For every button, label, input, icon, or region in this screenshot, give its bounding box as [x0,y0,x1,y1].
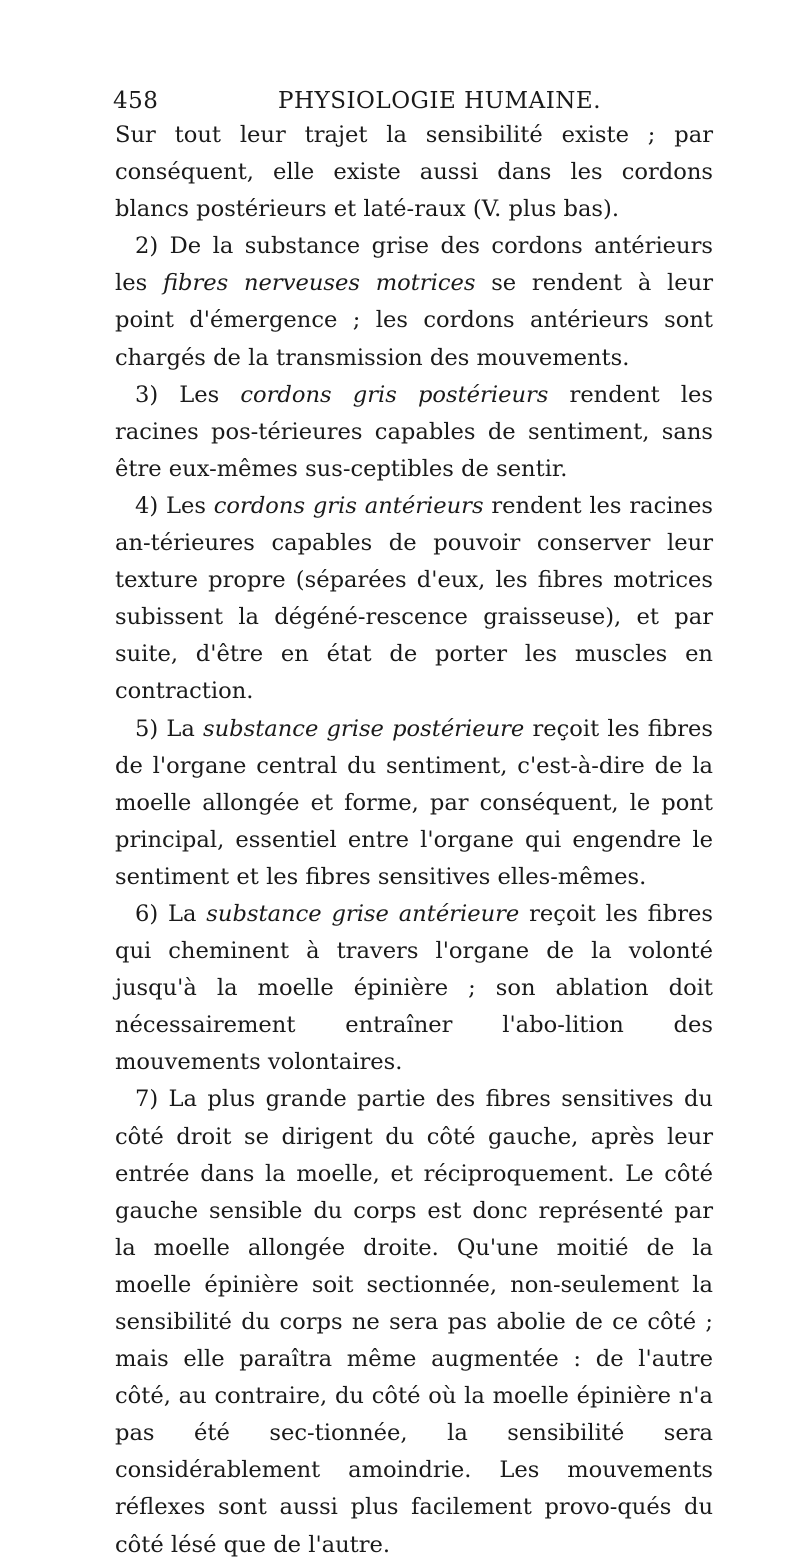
paragraph-5 [115,711,713,896]
text-segment: 5) La [135,715,203,742]
text-segment: Sur tout leur trajet la sensibilité existe ; par conséquent, elle existe aussi dans les cordons blancs postérieurs et laté-raux (V. plus bas). [115,122,713,223]
text-segment: 4) Les [135,492,214,519]
page-header [113,88,713,118]
italic-term: cordons gris postérieurs [240,381,549,408]
text-segment: 7) La plus grande partie des fibres sensitives du côté droit se dirigent du côté gauche, après leur entrée dans la moelle, et réciproquement. Le côté gauche sensible du corps est donc représenté par la moelle allongée droite. Qu'une moitié de la moelle épinière soit sectionnée, non-seulement la sensibilité du corps ne sera pas abolie de ce côté ; mais elle paraîtra même augmentée : de l'autre côté, au contraire, du côté où la moelle épinière n'a pas été sec-tionnée, la sensibilité sera considérablement amoindrie. Les mouvements réflexes sont aussi plus facilement provo-qués du côté lésé que de l'autre. [115,1086,713,1558]
paragraph-4 [115,488,713,711]
paragraph-6 [115,896,713,1081]
running-title: PHYSIOLOGIE HUMAINE. [278,88,602,114]
text-segment: reçoit les fibres qui cheminent à travers l'organe de la volonté jusqu'à la moelle épinière ; son ablation doit nécessairement entraîner l'abo-lition des mouvements volontaires. [115,900,713,1076]
text-segment: 6) La [135,900,207,927]
text-segment: 2) De la substance grise des cordons antérieurs les [115,233,713,297]
page-number: 458 [113,88,159,114]
body-text [115,117,713,1564]
text-segment: se rendent à leur point d'émergence ; les cordons antérieurs sont chargés de la transmission des mouvements. [115,270,713,371]
text-segment: reçoit les fibres de l'organe central du sentiment, c'est-à-dire de la moelle allongée et forme, par conséquent, le pont principal, essentiel entre l'organe qui engendre le sentiment et les fibres sensitives elles-mêmes. [115,715,713,890]
italic-term: substance grise antérieure [206,900,520,927]
paragraph-3 [115,377,713,488]
paragraph-7 [115,1081,713,1563]
paragraph-2 [115,228,713,376]
paragraph-intro [115,117,713,228]
italic-term: fibres nerveuses motrices [162,270,476,297]
italic-term: cordons gris antérieurs [213,492,484,519]
text-segment: rendent les racines an-térieures capables de pouvoir conserver leur texture propre (séparées d'eux, les fibres motrices subissent la dégéné-rescence graisseuse), et par suite, d'être en état de porter les muscles en contraction. [115,492,713,705]
italic-term: substance grise postérieure [202,715,525,742]
text-segment: 3) Les [135,381,241,408]
text-segment: rendent les racines pos-térieures capables de sentiment, sans être eux-mêmes sus-ceptibles de sentir. [115,381,713,482]
